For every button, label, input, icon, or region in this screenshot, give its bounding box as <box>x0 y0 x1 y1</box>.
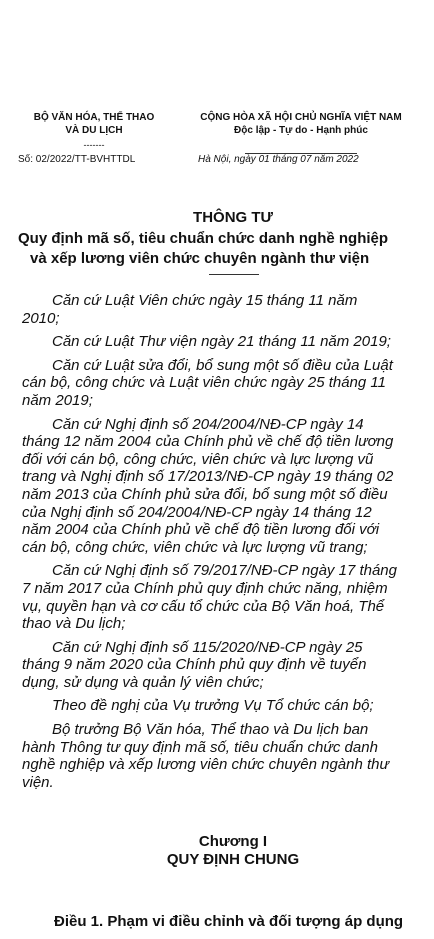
document-title-line2: và xếp lương viên chức chuyên ngành thư viện <box>30 250 370 267</box>
ministry-name-line2: VÀ DU LỊCH <box>65 125 123 136</box>
chapter-label: Chương I <box>198 833 268 850</box>
document-title <box>18 229 434 269</box>
article-heading: Điều 1. Phạm vi điều chỉnh và đối tượng áp dụng <box>54 913 404 930</box>
country-name: CỘNG HÒA XÃ HỘI CHỦ NGHĨA VIỆT NAM <box>200 112 402 123</box>
issue-date: Hà Nội, ngày 01 tháng 07 năm 2022 <box>198 154 359 165</box>
document-number: Số: 02/2022/TT-BVHTTDL <box>18 154 136 165</box>
national-motto: Độc lập - Tự do - Hạnh phúc <box>234 125 368 136</box>
header-separator: ------- <box>83 140 105 150</box>
ministry-name-line1: BỘ VĂN HÓA, THỂ THAO <box>33 112 155 123</box>
preamble-paragraph: Theo đề nghị của Vụ trưởng Vụ Tổ chức cán bộ; <box>52 697 374 715</box>
preamble-paragraph: Bộ trưởng Bộ Văn hóa, Thể thao và Du lịch ban hành Thông tư quy định mã số, tiêu chuẩn chức danh nghề nghiệp và xếp lương viên chức chuyên ngành thư viện. <box>22 721 390 791</box>
preamble-paragraph: Căn cứ Luật Viên chức ngày 15 tháng 11 năm 2010; <box>22 292 358 327</box>
title-divider <box>209 274 259 275</box>
preamble-paragraph: Căn cứ Luật Thư viện ngày 21 tháng 11 năm 2019; <box>52 333 391 351</box>
preamble-paragraph: Căn cứ Nghị định số 204/2004/NĐ-CP ngày 14 tháng 12 năm 2004 của Chính phủ về chế độ tiền lương đối với cán bộ, công chức, viên chức và lực lượng vũ trang và Nghị định số 17/2013/NĐ-CP ngày 19 tháng 02 năm 2013 của Chính phủ sửa đổi, bổ sung một số điều của Nghị định số 204/2004/NĐ-CP ngày 14 tháng 12 năm 2004 của Chính phủ về chế độ tiền lương đối với cán bộ, công chức, viên chức và lực lượng vũ trang; <box>22 415 394 556</box>
preamble-paragraph: Căn cứ Nghị định số 115/2020/NĐ-CP ngày 25 tháng 9 năm 2020 của Chính phủ quy định về tuyển dụng, sử dụng và quản lý viên chức; <box>22 638 367 691</box>
preamble-paragraph: Căn cứ Luật sửa đổi, bổ sung một số điều của Luật cán bộ, công chức và Luật viên chức ngày 25 tháng 11 năm 2019; <box>22 356 393 409</box>
document-title-line1: Quy định mã số, tiêu chuẩn chức danh nghề nghiệp <box>18 230 389 247</box>
chapter-title: QUY ĐỊNH CHUNG <box>166 851 300 868</box>
preamble <box>22 292 434 797</box>
preamble-paragraph: Căn cứ Nghị định số 79/2017/NĐ-CP ngày 17 tháng 7 năm 2017 của Chính phủ quy định chức năng, nhiệm vụ, quyền hạn và cơ cấu tổ chức của Bộ Văn hoá, Thể thao và Du lịch; <box>22 562 397 633</box>
chapter-heading <box>0 833 434 869</box>
document-type: THÔNG TƯ <box>193 209 273 226</box>
